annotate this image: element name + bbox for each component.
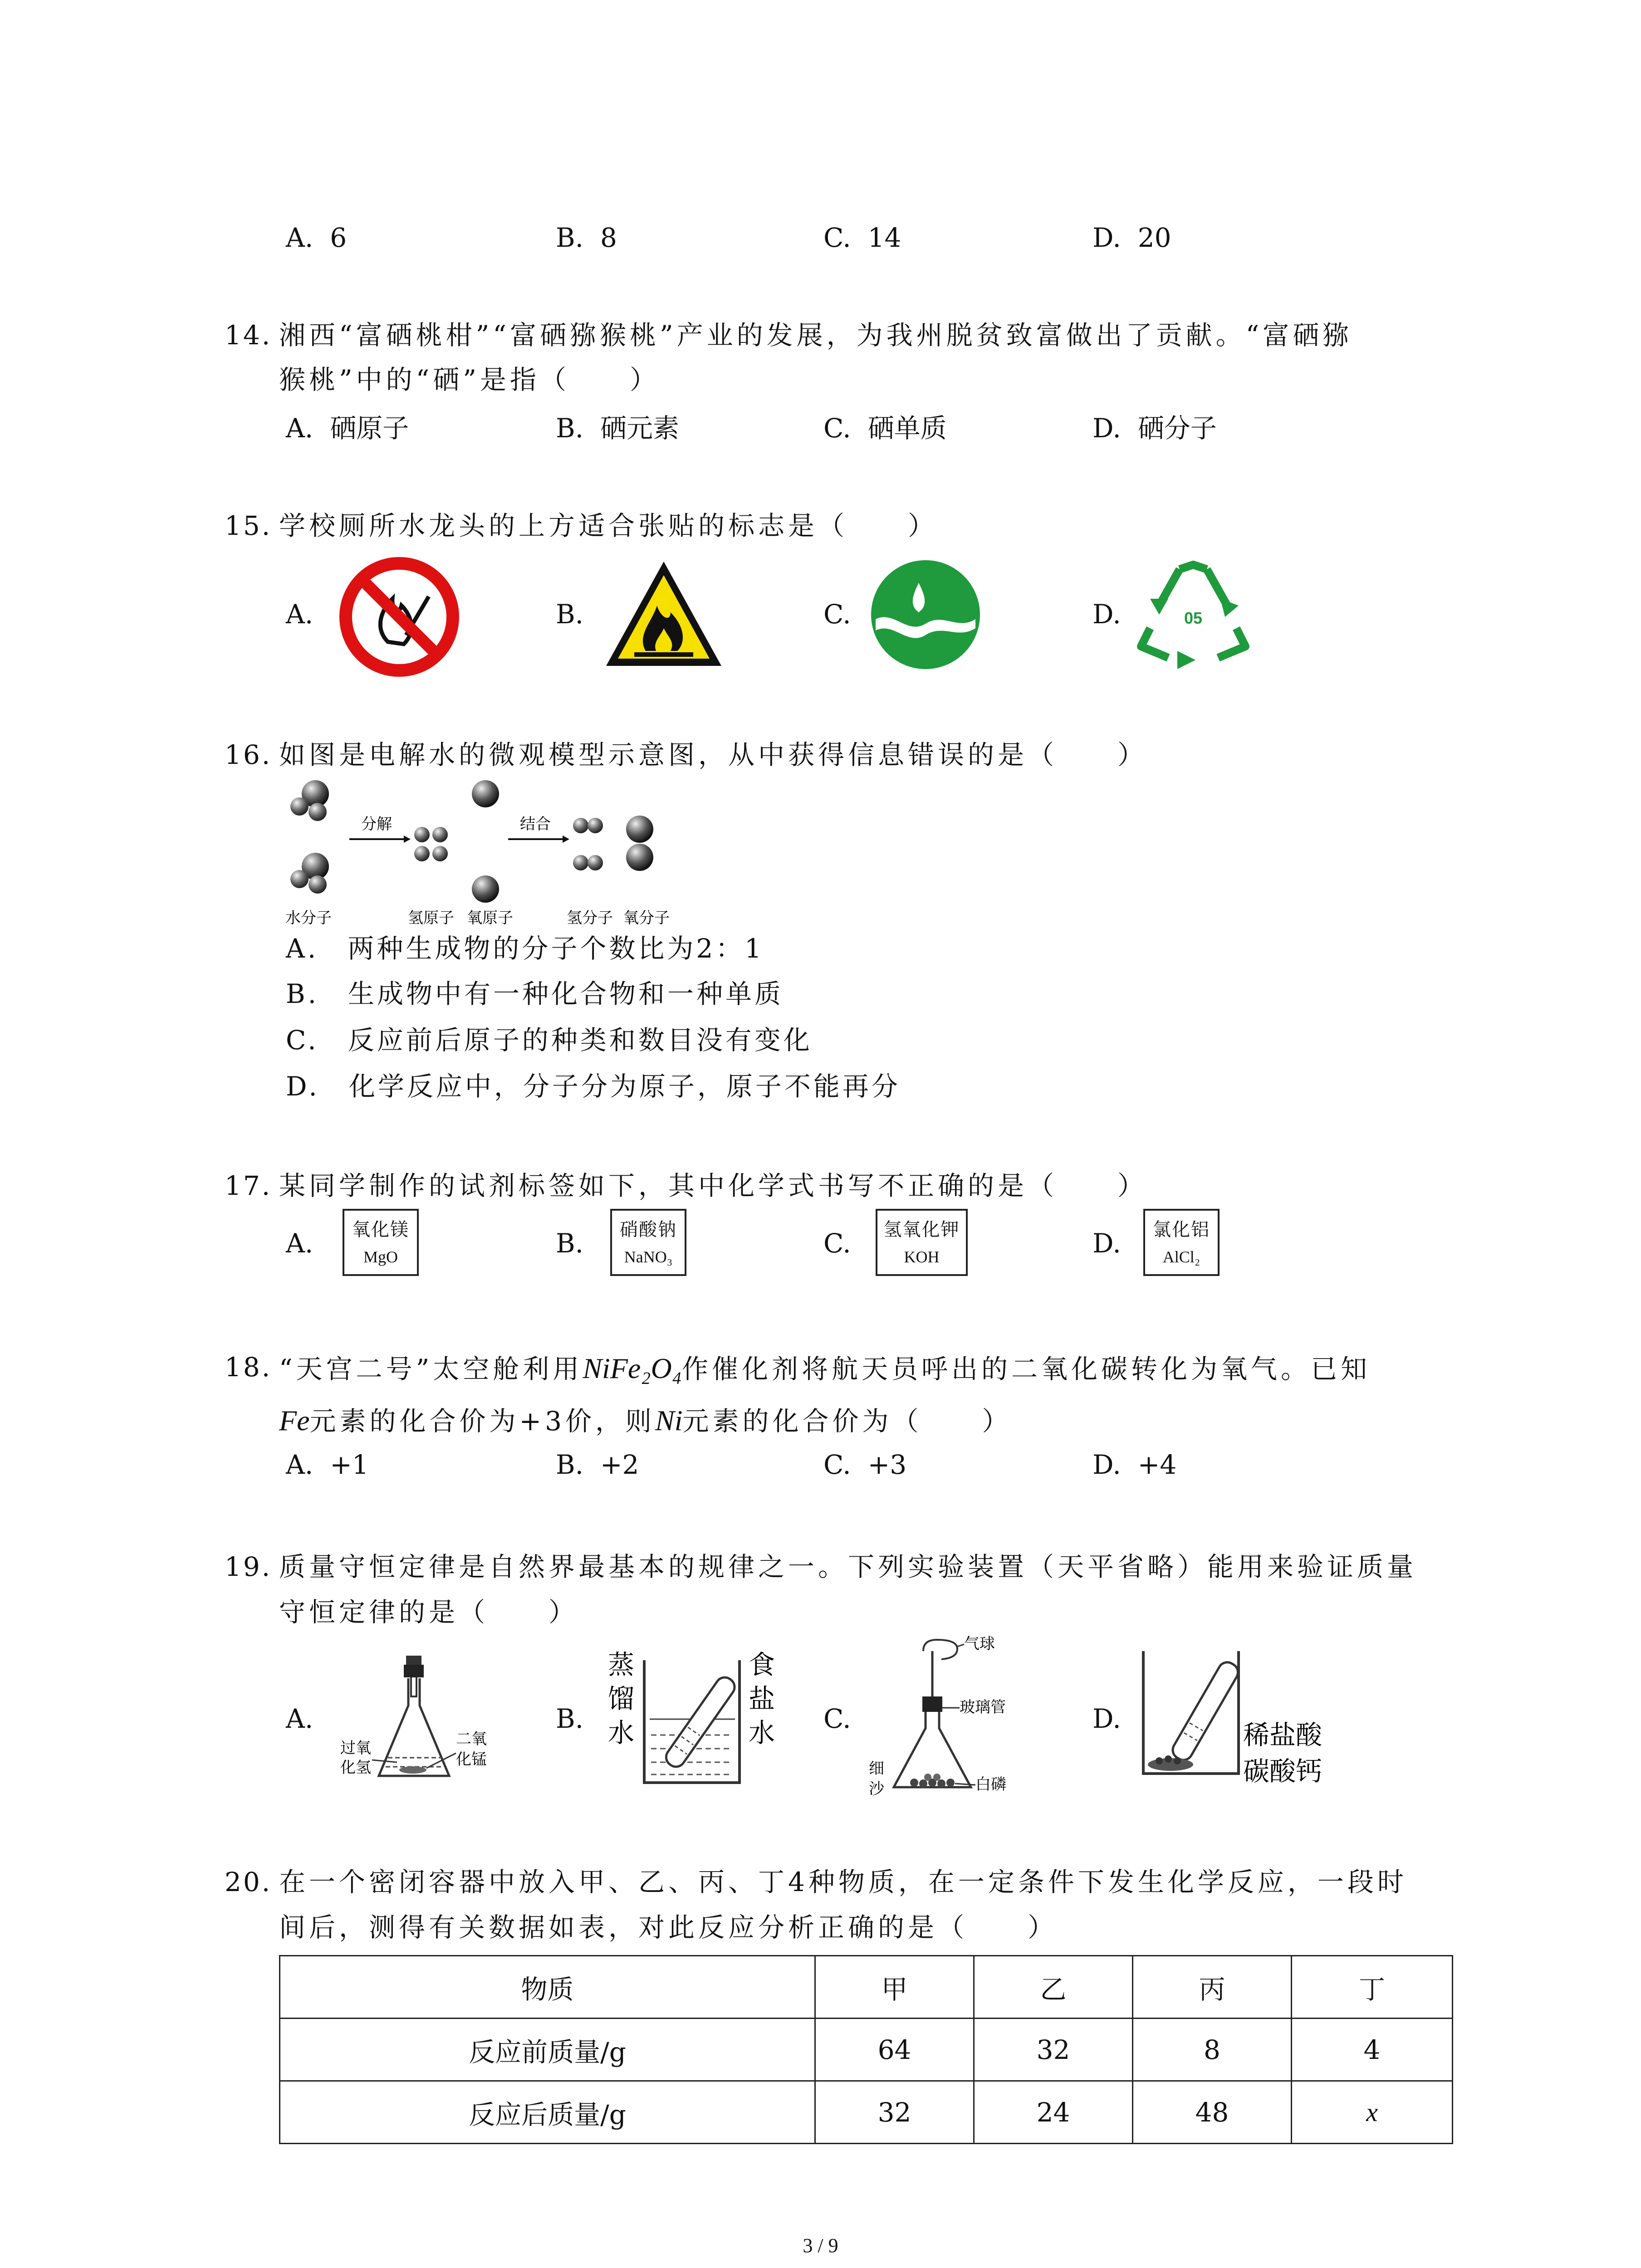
svg-text:化锰: 化锰 bbox=[456, 1750, 487, 1769]
q20-number: 20. bbox=[225, 1867, 272, 1897]
flammable-warning-icon bbox=[603, 558, 725, 671]
svg-text:食: 食 bbox=[749, 1649, 775, 1680]
svg-text:细: 细 bbox=[869, 1760, 884, 1778]
q15-option-c: C. bbox=[823, 599, 851, 630]
electrolysis-diagram bbox=[272, 776, 681, 930]
label-oxygen-atom: 氧原子 bbox=[467, 909, 513, 927]
q14-number: 14. bbox=[225, 320, 272, 351]
table-cell: 64 bbox=[815, 2019, 974, 2081]
table-cell: 物质 bbox=[280, 1956, 815, 2019]
reagent-label-b: 硝酸钠 NaNO₃ bbox=[610, 1209, 686, 1276]
svg-text:碳酸钙: 碳酸钙 bbox=[1243, 1756, 1323, 1787]
svg-text:蒸: 蒸 bbox=[608, 1649, 635, 1680]
no-fire-sign-icon bbox=[338, 556, 460, 678]
q14-option-c: C. 硒单质 bbox=[823, 413, 947, 444]
reagent-label-c: 氢氧化钾 KOH bbox=[876, 1209, 968, 1276]
q17-number: 17. bbox=[225, 1170, 272, 1201]
q19-stem-line1: 质量守恒定律是自然界最基本的规律之一。下列实验装置（天平省略）能用来验证质量 bbox=[279, 1551, 1417, 1582]
q18-option-d: D. +4 bbox=[1092, 1449, 1177, 1480]
q16-option-c: C. 反应前后原子的种类和数目没有变化 bbox=[286, 1025, 813, 1056]
q19-option-d: D. bbox=[1092, 1703, 1121, 1734]
q16-option-d: D. 化学反应中，分子分为原子，原子不能再分 bbox=[286, 1071, 901, 1102]
apparatus-d-beaker bbox=[1134, 1642, 1338, 1792]
table-cell: 甲 bbox=[815, 1956, 974, 2019]
svg-text:过氧: 过氧 bbox=[340, 1739, 371, 1757]
table-cell: 4 bbox=[1292, 2019, 1453, 2081]
q19-option-c: C. bbox=[823, 1703, 851, 1734]
svg-text:沙: 沙 bbox=[869, 1780, 884, 1798]
svg-text:盐: 盐 bbox=[749, 1683, 775, 1714]
q15-option-b: B. bbox=[556, 599, 584, 630]
q20-data-table bbox=[279, 1955, 1453, 2144]
q16-option-b: B. 生成物中有一种化合物和一种单质 bbox=[286, 978, 784, 1009]
label-hydrogen-molecule: 氢分子 bbox=[567, 909, 613, 927]
svg-text:稀盐酸: 稀盐酸 bbox=[1243, 1720, 1323, 1750]
svg-text:化氢: 化氢 bbox=[340, 1759, 371, 1777]
label-water-molecule: 水分子 bbox=[285, 909, 332, 927]
arrow-label-decompose: 分解 bbox=[361, 815, 392, 833]
q18-number: 18. bbox=[225, 1352, 272, 1383]
q18-stem-line1: “天宫二号”太空舱利用NiFe₂O₄作催化剂将航天员呼出的二氧化碳转化为氧气。已知 bbox=[279, 1352, 1371, 1384]
q17-option-b: B. bbox=[556, 1228, 584, 1259]
recycle-05-icon bbox=[1132, 556, 1254, 674]
arrow-label-combine: 结合 bbox=[520, 815, 551, 833]
table-cell: 反应前质量/g bbox=[280, 2019, 815, 2081]
q14-stem-line2: 猴桃”中的“硒”是指（ ） bbox=[279, 364, 660, 395]
q16-option-a: A. 两种生成物的分子个数比为2：1 bbox=[286, 933, 764, 964]
table-cell: 48 bbox=[1133, 2081, 1292, 2144]
table-cell: 24 bbox=[974, 2081, 1133, 2144]
q18-option-c: C. +3 bbox=[823, 1449, 907, 1480]
reagent-label-d: 氯化铝 AlCl₂ bbox=[1143, 1209, 1220, 1276]
svg-text:二氧: 二氧 bbox=[456, 1730, 487, 1748]
q19-stem-line2: 守恒定律的是（ ） bbox=[279, 1597, 579, 1628]
table-header-row bbox=[280, 1956, 1453, 2019]
q13-option-a: A. 6 bbox=[286, 222, 347, 253]
svg-text:水: 水 bbox=[749, 1717, 775, 1748]
table-cell: 丁 bbox=[1292, 1956, 1453, 2019]
svg-text:气球: 气球 bbox=[964, 1635, 995, 1653]
table-cell: 32 bbox=[974, 2019, 1133, 2081]
q18-option-a: A. +1 bbox=[286, 1449, 369, 1480]
table-row bbox=[280, 2019, 1453, 2081]
reagent-label-a: 氧化镁 MgO bbox=[343, 1209, 419, 1276]
label-oxygen-molecule: 氧分子 bbox=[623, 909, 670, 927]
q14-option-d: D. 硒分子 bbox=[1092, 413, 1217, 444]
table-cell: 乙 bbox=[974, 1956, 1133, 2019]
q18-stem-line2: Fe元素的化合价为+3价，则Ni元素的化合价为（ ） bbox=[279, 1404, 1012, 1437]
q20-stem-line1: 在一个密闭容器中放入甲、乙、丙、丁4种物质，在一定条件下发生化学反应，一段时 bbox=[279, 1867, 1407, 1897]
q17-option-a: A. bbox=[286, 1228, 314, 1259]
q14-stem-line1: 湘西“富硒桃柑”“富硒猕猴桃”产业的发展，为我州脱贫致富做出了贡献。“富硒猕 bbox=[279, 320, 1353, 351]
q16-number: 16. bbox=[225, 739, 272, 770]
water-saving-icon bbox=[867, 556, 985, 674]
q14-option-a: A. 硒原子 bbox=[286, 413, 409, 444]
q17-option-d: D. bbox=[1092, 1228, 1121, 1259]
q17-stem: 某同学制作的试剂标签如下，其中化学式书写不正确的是（ ） bbox=[279, 1170, 1148, 1201]
apparatus-b-beaker bbox=[599, 1642, 780, 1796]
q19-option-a: A. bbox=[286, 1703, 314, 1734]
q18-option-b: B. +2 bbox=[556, 1449, 639, 1480]
svg-text:白磷: 白磷 bbox=[975, 1775, 1006, 1794]
apparatus-a-flask bbox=[336, 1651, 504, 1796]
svg-text:馏: 馏 bbox=[608, 1683, 635, 1714]
q14-option-b: B. 硒元素 bbox=[556, 413, 679, 444]
q13-option-c: C. 14 bbox=[823, 222, 901, 253]
q20-stem-line2: 间后，测得有关数据如表，对此反应分析正确的是（ ） bbox=[279, 1912, 1058, 1943]
q15-stem: 学校厕所水龙头的上方适合张贴的标志是（ ） bbox=[279, 510, 938, 541]
q15-option-d: D. bbox=[1092, 599, 1121, 630]
q19-option-b: B. bbox=[556, 1703, 584, 1734]
q15-option-a: A. bbox=[286, 599, 314, 630]
table-cell: 反应后质量/g bbox=[280, 2081, 815, 2144]
q15-number: 15. bbox=[225, 510, 272, 541]
table-cell: 32 bbox=[815, 2081, 974, 2144]
q19-number: 19. bbox=[225, 1551, 272, 1582]
svg-text:水: 水 bbox=[608, 1717, 635, 1748]
label-hydrogen-atom: 氢原子 bbox=[408, 909, 454, 927]
table-row bbox=[280, 2081, 1453, 2144]
table-cell: 8 bbox=[1133, 2019, 1292, 2081]
q13-option-b: B. 8 bbox=[556, 222, 617, 253]
q16-stem: 如图是电解水的微观模型示意图，从中获得信息错误的是（ ） bbox=[279, 739, 1148, 770]
q18-formula: NiFe₂O₄ bbox=[583, 1352, 682, 1384]
svg-text:玻璃管: 玻璃管 bbox=[960, 1698, 1006, 1716]
q13-option-d: D. 20 bbox=[1092, 222, 1171, 253]
recycle-code: 05 bbox=[1184, 609, 1203, 627]
table-cell: x bbox=[1292, 2081, 1453, 2144]
q17-option-c: C. bbox=[823, 1228, 851, 1259]
page-number: 3 / 9 bbox=[803, 2234, 838, 2257]
apparatus-c-flask-balloon bbox=[864, 1633, 1055, 1805]
table-cell: 丙 bbox=[1133, 1956, 1292, 2019]
